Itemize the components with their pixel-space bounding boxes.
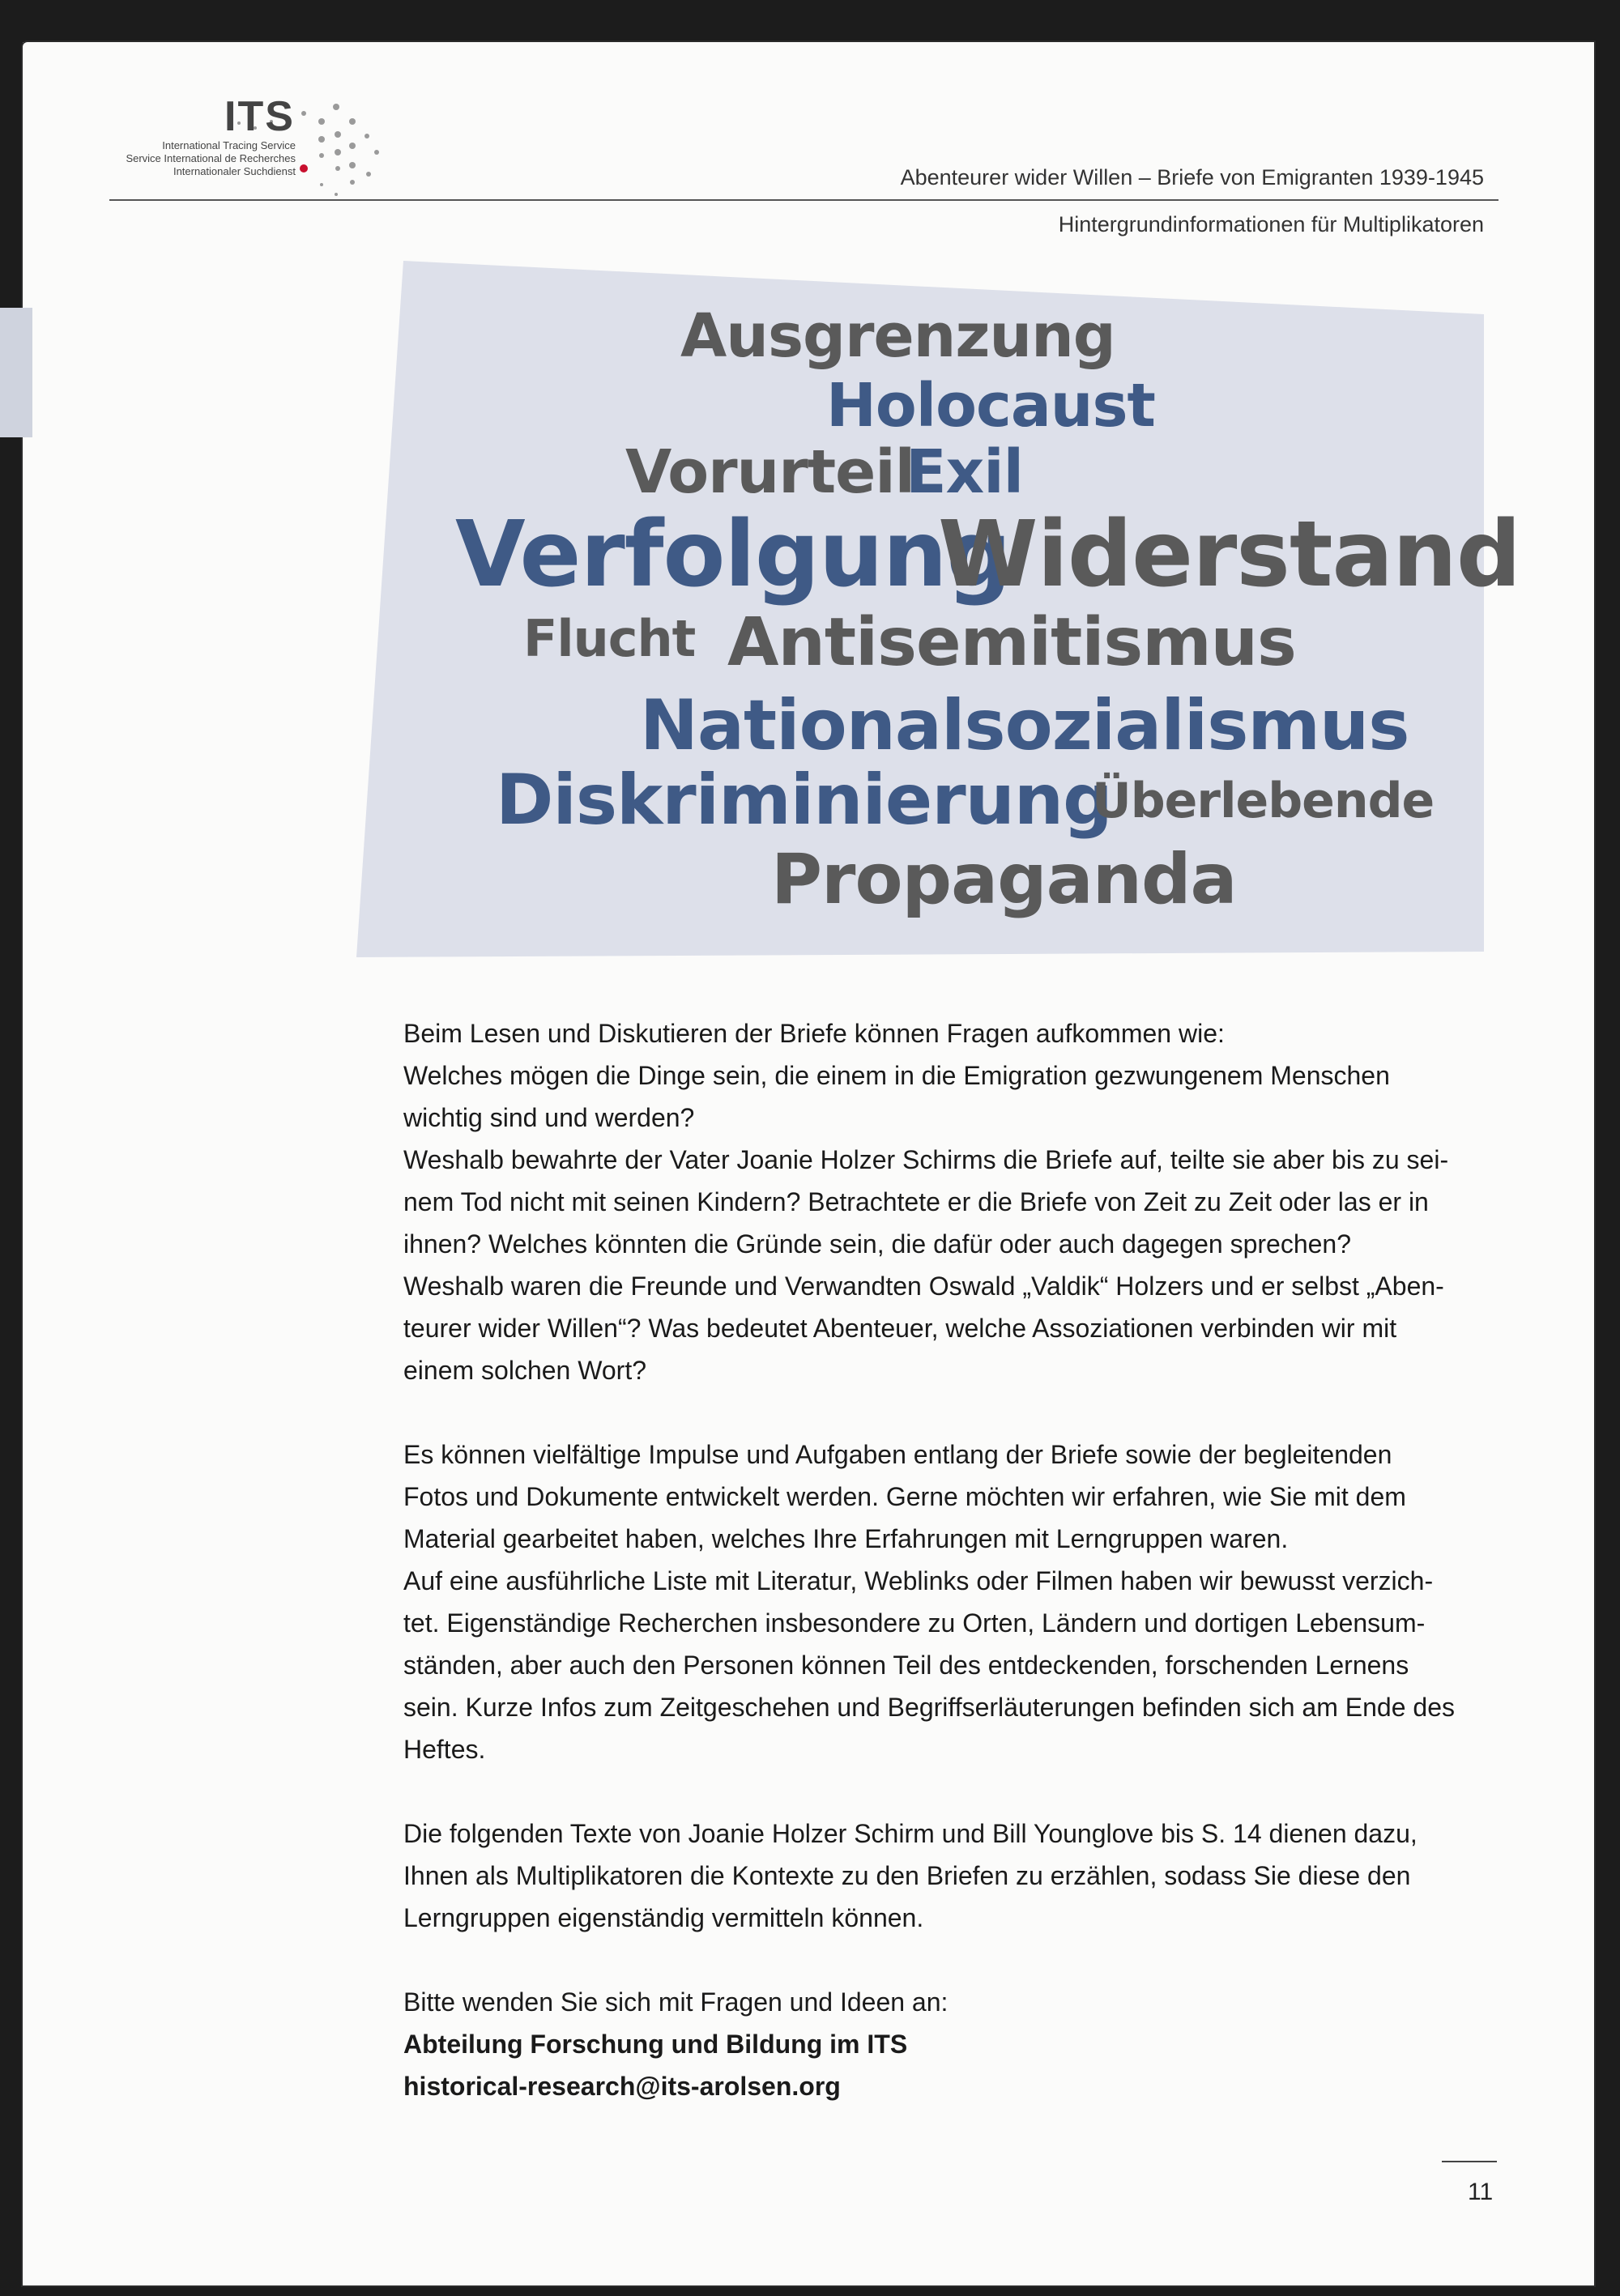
paragraph-questions [403,1012,1489,1391]
text-line: tet. Eigenständige Recherchen insbesondere zu Orten, Ländern und dortigen Lebensum- [403,1608,1426,1638]
text-line: Die folgenden Texte von Joanie Holzer Schirm und Bill Younglove bis S. 14 dienen dazu, [403,1819,1418,1848]
text-line: Es können vielfältige Impulse und Aufgaben entlang der Briefe sowie der begleitenden [403,1440,1392,1469]
text-line: ständen, aber auch den Personen können Teil des entdeckenden, forschenden Lernens [403,1651,1409,1680]
logo-line-1: International Tracing Service [162,139,296,151]
logo-wordmark: ITS [224,93,295,140]
text-line: Ihnen als Multiplikatoren die Kontexte zu den Briefen zu erzählen, sodass Sie diese den [403,1861,1411,1890]
running-header-title: Abenteurer wider Willen – Briefe von Emigranten 1939-1945 [900,165,1484,190]
word-ueberlebende: Überlebende [1092,773,1435,829]
text-line: einem solchen Wort? [403,1356,646,1385]
text-line: Material gearbeitet haben, welches Ihre Erfahrungen mit Lerngruppen waren. [403,1524,1289,1553]
text-line: Welches mögen die Dinge sein, die einem in die Emigration gezwungenem Menschen [403,1061,1390,1090]
word-flucht: Flucht [523,609,696,668]
word-holocaust: Holocaust [826,371,1155,441]
text-line: wichtig sind und werden? [403,1103,695,1132]
word-vorurteil: Vorurteil [625,437,915,507]
text-line: sein. Kurze Infos zum Zeitgeschehen und Begriffserläuterungen befinden sich am Ende des [403,1693,1455,1722]
word-verfolgung: Verfolgung [455,502,1011,607]
contact-email-link[interactable]: historical-research@its-arolsen.org [403,2072,841,2101]
text-line: Lerngruppen eigenständig vermitteln können. [403,1903,924,1932]
word-exil: Exil [906,437,1024,507]
page-number-rule [1442,2161,1497,2162]
word-antisemitismus: Antisemitismus [727,604,1296,681]
running-header-subtitle: Hintergrundinformationen für Multiplikatoren [1058,212,1484,236]
body-text [403,1012,1489,2107]
text-line: nem Tod nicht mit seinen Kindern? Betrachtete er die Briefe von Zeit zu Zeit oder las er in [403,1187,1429,1216]
contact-intro: Bitte wenden Sie sich mit Fragen und Ideen an: [403,1987,949,2017]
word-diskriminierung: Diskriminierung [496,760,1112,841]
contact-block [403,1981,1489,2107]
page-number: 11 [1468,2179,1494,2205]
text-line: teurer wider Willen“? Was bedeutet Abenteuer, welche Assoziationen verbinden wir mit [403,1314,1397,1343]
word-widerstand: Widerstand [938,502,1520,607]
word-nationalsozialismus: Nationalsozialismus [640,685,1409,766]
paragraph-following-texts [403,1813,1489,1939]
text-line: Fotos und Dokumente entwickelt werden. Gerne möchten wir erfahren, wie Sie mit dem [403,1482,1406,1511]
text-line: Heftes. [403,1735,486,1764]
word-propaganda: Propaganda [771,839,1237,920]
contact-department: Abteilung Forschung und Bildung im ITS [403,2030,908,2059]
word-cloud [0,0,1620,972]
text-line: Weshalb bewahrte der Vater Joanie Holzer Schirms die Briefe auf, teilte sie aber bis zu sei- [403,1145,1449,1174]
text-line: Weshalb waren die Freunde und Verwandten Oswald „Valdik“ Holzers und er selbst „Aben- [403,1272,1444,1301]
word-ausgrenzung: Ausgrenzung [680,301,1115,371]
text-line: Beim Lesen und Diskutieren der Briefe können Fragen aufkommen wie: [403,1019,1225,1048]
paragraph-impulses [403,1433,1489,1770]
text-line: ihnen? Welches könnten die Gründe sein, die dafür oder auch dagegen sprechen? [403,1229,1352,1259]
logo-line-3: Internationaler Suchdienst [173,165,296,177]
logo-line-2: Service International de Recherches [126,152,296,164]
text-line: Auf eine ausführliche Liste mit Literatur, Weblinks oder Filmen haben wir bewusst verzich- [403,1566,1434,1595]
